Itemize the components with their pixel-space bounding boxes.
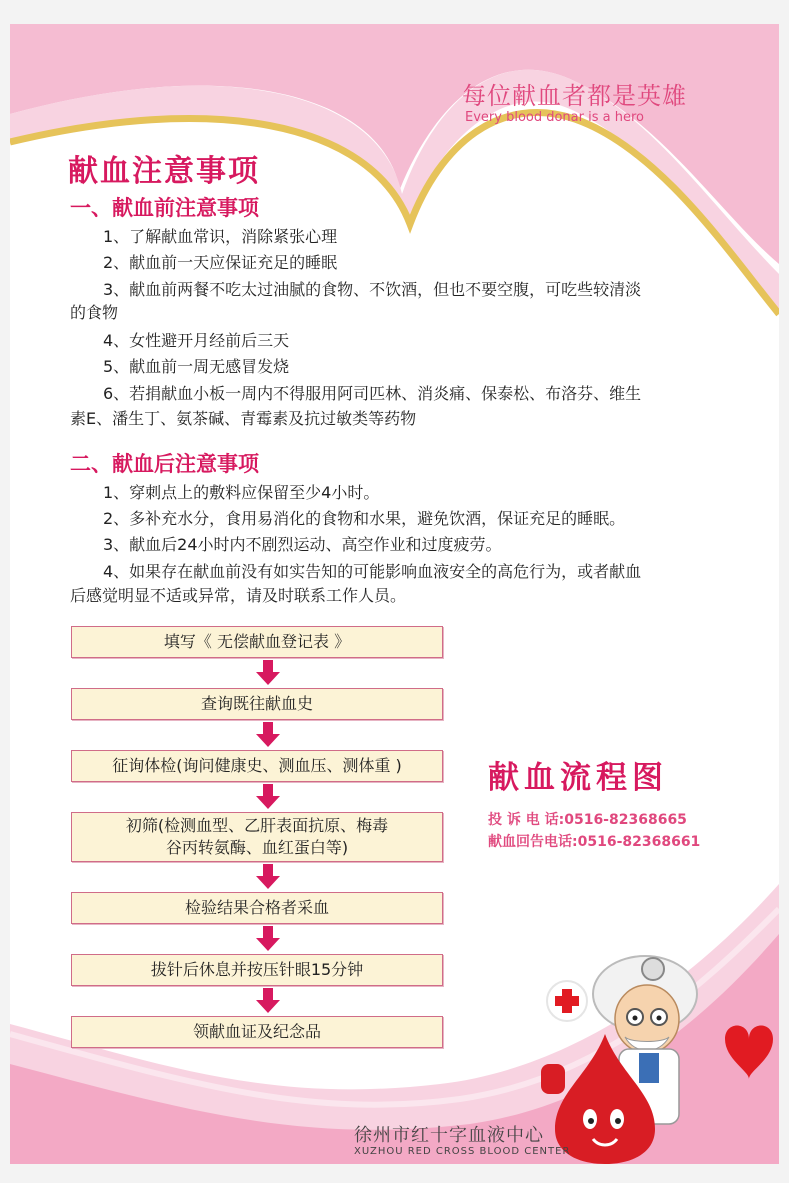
flow-down-arrow-icon	[255, 926, 281, 952]
before-section-title: 一、献血前注意事项	[70, 196, 259, 220]
before-item: 2、献血前一天应保证充足的睡眠	[103, 253, 338, 272]
after-item: 3、献血后24小时内不剧烈运动、高空作业和过度疲劳。	[103, 535, 502, 554]
after-item: 2、多补充水分，食用易消化的食物和水果，避免饮酒，保证充足的睡眠。	[103, 509, 626, 528]
before-item-continuation: 素E、潘生丁、氨茶碱、青霉素及抗过敏类等药物	[70, 409, 417, 428]
flow-chart-title: 献血流程图	[488, 760, 668, 796]
flow-down-arrow-icon	[255, 784, 281, 810]
organization-name-chinese: 徐州市红十字血液中心	[354, 1125, 544, 1146]
before-item: 6、若捐献血小板一周内不得服用阿司匹林、消炎痛、保泰松、布洛芬、维生	[103, 384, 642, 403]
flow-step: 征询体检(询问健康史、测血压、测体重 )	[71, 750, 443, 782]
flow-down-arrow-icon	[255, 722, 281, 748]
flow-step: 初筛(检测血型、乙肝表面抗原、梅毒 谷丙转氨酶、血红蛋白等)	[71, 812, 443, 862]
before-item: 1、了解献血常识，消除紧张心理	[103, 227, 338, 246]
slogan-chinese: 每位献血者都是英雄	[462, 82, 687, 110]
poster	[10, 24, 779, 1164]
flow-step: 填写《 无偿献血登记表 》	[71, 626, 443, 658]
flow-step: 检验结果合格者采血	[71, 892, 443, 924]
before-item: 4、女性避开月经前后三天	[103, 331, 290, 350]
complaint-phone: 投 诉 电 话:0516-82368665	[488, 812, 687, 828]
before-item: 3、献血前两餐不吃太过油腻的食物、不饮酒，但也不要空腹，可吃些较清淡	[103, 280, 642, 299]
slogan-english: Every blood donar is a hero	[465, 110, 644, 125]
page-title: 献血注意事项	[68, 154, 260, 189]
flow-down-arrow-icon	[255, 864, 281, 890]
red-cross-icon	[547, 981, 587, 1021]
heart-icon	[725, 1026, 773, 1080]
before-item: 5、献血前一周无感冒发烧	[103, 357, 290, 376]
callback-phone: 献血回告电话:0516-82368661	[488, 834, 701, 850]
flow-down-arrow-icon	[255, 988, 281, 1014]
organization-name-english: XUZHOU RED CROSS BLOOD CENTER	[354, 1146, 571, 1157]
after-item: 1、穿刺点上的敷料应保留至少4小时。	[103, 483, 380, 502]
flow-step: 查询既往献血史	[71, 688, 443, 720]
after-section-title: 二、献血后注意事项	[70, 452, 259, 476]
before-item-continuation: 的食物	[70, 303, 119, 322]
flow-step: 拔针后休息并按压针眼15分钟	[71, 954, 443, 986]
after-item-continuation: 后感觉明显不适或异常，请及时联系工作人员。	[70, 586, 407, 605]
flow-step: 领献血证及纪念品	[71, 1016, 443, 1048]
mascot-illustration	[535, 949, 779, 1164]
after-item: 4、如果存在献血前没有如实告知的可能影响血液安全的高危行为，或者献血	[103, 562, 642, 581]
flow-down-arrow-icon	[255, 660, 281, 686]
